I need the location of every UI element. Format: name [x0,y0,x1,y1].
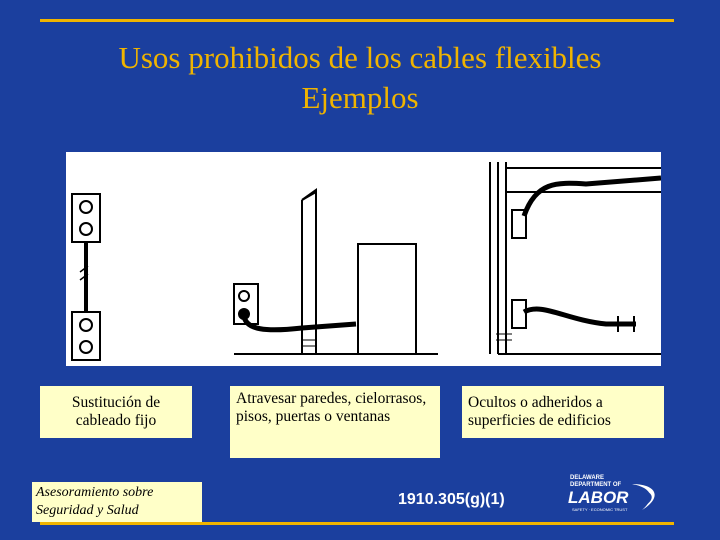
title-line-1: Usos prohibidos de los cables flexibles [118,40,602,75]
delaware-labor-logo [562,470,666,518]
regulation-reference: 1910.305(g)(1) [398,491,505,508]
title-line-2: Ejemplos [301,80,419,115]
logo-word: LABOR [568,488,629,507]
top-rule [40,19,674,22]
illustration-panel [66,152,661,366]
logo-sub: SAFETY · ECONOMIC TRUST [572,507,628,512]
outlet-lower-icon [72,312,100,360]
caption-concealed: Ocultos o adheridos a superficies de edificios [462,386,664,438]
slide-title [40,38,680,118]
safety-consulting-note: Asesoramiento sobre Seguridad y Salud [32,482,202,522]
logo-line-2: DEPARTMENT OF [570,482,622,488]
caption-through-walls: Atravesar paredes, cielorrasos, pisos, puertas o ventanas [230,386,440,458]
outlet-upper-icon [72,194,100,242]
logo-line-1: DELAWARE [570,475,605,481]
caption-fixed-wiring: Sustitución de cableado fijo [40,386,192,438]
bottom-rule [40,522,674,525]
cable-illustrations [66,152,661,366]
